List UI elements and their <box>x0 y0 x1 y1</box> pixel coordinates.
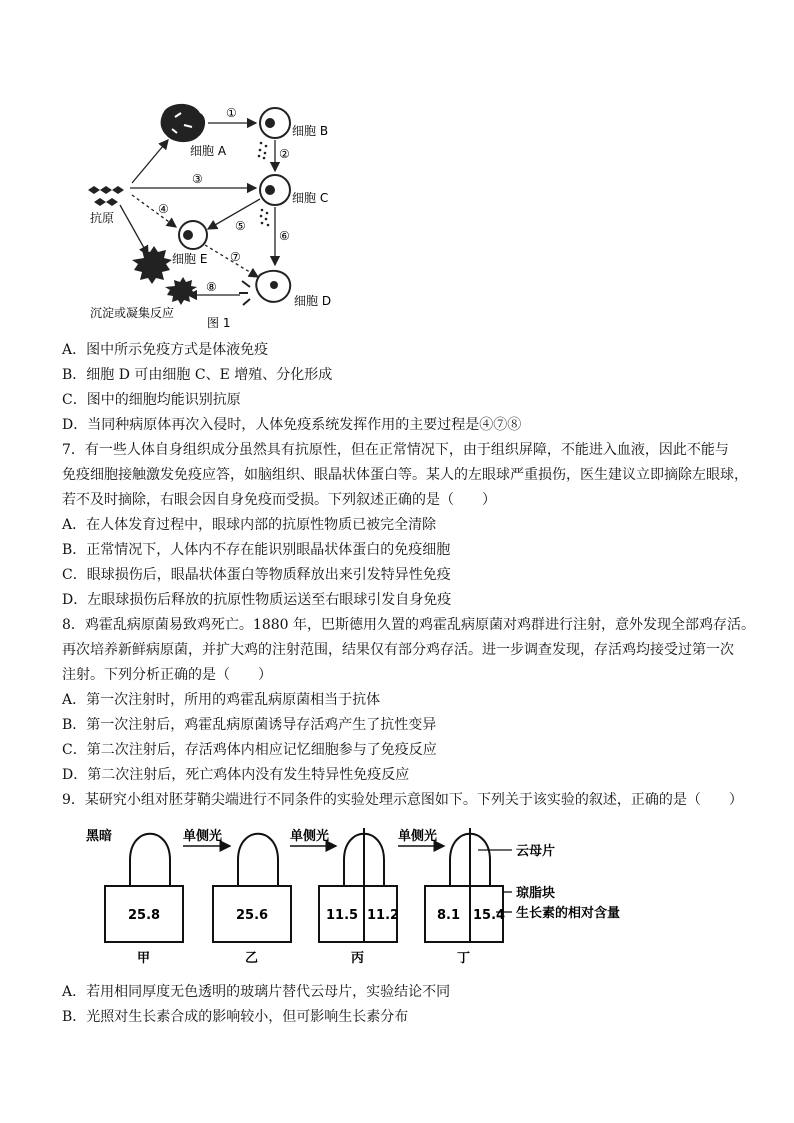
step-5: ⑤ <box>235 219 246 233</box>
q7-option-a: A．在人体发育过程中，眼球内部的抗原性物质已被完全清除 <box>62 517 437 533</box>
condition-light-2: 单侧光 <box>290 829 330 844</box>
q8-option-c: C．第二次注射后，存活鸡体内相应记忆细胞参与了免疫反应 <box>62 742 437 758</box>
coleoptile-diagram <box>80 820 680 970</box>
q8-option-b: B．第一次注射后，鸡霍乱病原菌诱导存活鸡产生了抗性变异 <box>62 717 437 733</box>
group-jia: 甲 <box>137 951 151 966</box>
value-ding-right: 15.4 <box>473 908 506 923</box>
step-1: ① <box>226 106 237 120</box>
q7-option-c: C．眼球损伤后，眼晶状体蛋白等物质释放出来引发特异性免疫 <box>62 567 451 583</box>
group-bing: 丙 <box>351 951 365 966</box>
step-3: ③ <box>192 172 203 186</box>
q7-stem-2: 免疫细胞接触激发免疫应答，如脑组织、眼晶状体蛋白等。某人的左眼球严重损伤，医生建议立即摘除左眼球， <box>62 467 748 483</box>
q8-stem-3: 注射。下列分析正确的是（ ） <box>62 667 272 683</box>
legend-auxin: 生长素的相对含量 <box>516 906 621 921</box>
immune-diagram <box>80 95 360 335</box>
cell-a-icon <box>161 104 205 142</box>
antibody-dots-b <box>258 142 268 160</box>
q9-option-b: B．光照对生长素合成的影响较小，但可影响生长素分布 <box>62 1009 409 1025</box>
label-reaction: 沉淀或凝集反应 <box>90 306 175 320</box>
q7-stem-1: 7．有一些人体自身组织成分虽然具有抗原性，但在正常情况下，由于组织屏障，不能进入血液，因此不能与 <box>62 442 729 458</box>
cell-d-icon <box>239 271 290 305</box>
step-4: ④ <box>158 202 169 216</box>
cell-c-icon <box>260 175 290 205</box>
q6-option-b: B．细胞 D 可由细胞 C、E 增殖、分化形成 <box>62 367 333 383</box>
cell-e-icon <box>179 221 207 249</box>
condition-dark: 黑暗 <box>86 829 113 844</box>
group-yi: 乙 <box>245 951 259 966</box>
q6-option-c: C．图中的细胞均能识别抗原 <box>62 392 241 408</box>
value-bing-left: 11.5 <box>326 908 359 923</box>
label-cell-c: 细胞 C <box>292 191 329 205</box>
q8-option-d: D．第二次注射后，死亡鸡体内没有发生特异性免疫反应 <box>62 767 410 783</box>
value-yi: 25.6 <box>236 908 269 923</box>
legend-agar: 琼脂块 <box>516 886 556 901</box>
value-bing-right: 11.2 <box>367 908 400 923</box>
q7-option-d: D．左眼球损伤后释放的抗原性物质运送至右眼球引发自身免疫 <box>62 592 452 608</box>
legend-mica: 云母片 <box>516 844 556 859</box>
label-antigen: 抗原 <box>90 211 115 225</box>
condition-light-3: 单侧光 <box>398 829 438 844</box>
step-8: ⑧ <box>206 280 217 294</box>
step-2: ② <box>279 147 290 161</box>
group-ding: 丁 <box>457 951 471 966</box>
value-ding-left: 8.1 <box>437 908 461 923</box>
q7-option-b: B．正常情况下，人体内不存在能识别眼晶状体蛋白的免疫细胞 <box>62 542 451 558</box>
q6-option-a: A．图中所示免疫方式是体液免疫 <box>62 342 269 358</box>
q8-stem-2: 再次培养新鲜病原菌，并扩大鸡的注射范围，结果仅有部分鸡存活。进一步调查发现，存活鸡均接受过第一次 <box>62 642 734 658</box>
q8-stem-1: 8．鸡霍乱病原菌易致鸡死亡。1880 年，巴斯德用久置的鸡霍乱病原菌对鸡群进行注射，意外发现全部鸡存活。 <box>62 617 755 633</box>
step-7: ⑦ <box>230 250 241 264</box>
q7-stem-3: 若不及时摘除，右眼会因自身免疫而受损。下列叙述正确的是（ ） <box>62 492 496 508</box>
label-cell-a: 细胞 A <box>190 144 227 158</box>
label-cell-e: 细胞 E <box>172 252 208 266</box>
antibody-dots-c <box>260 209 270 227</box>
label-cell-d: 细胞 D <box>294 294 332 308</box>
antigen-icon <box>88 186 124 206</box>
value-jia: 25.8 <box>128 908 161 923</box>
step-6: ⑥ <box>279 229 290 243</box>
condition-light-1: 单侧光 <box>183 829 223 844</box>
q6-option-d: D．当同种病原体再次入侵时，人体免疫系统发挥作用的主要过程是④⑦⑧ <box>62 417 522 433</box>
cell-b-icon <box>260 108 290 138</box>
label-cell-b: 细胞 B <box>292 124 329 138</box>
q8-option-a: A．第一次注射时，所用的鸡霍乱病原菌相当于抗体 <box>62 692 381 708</box>
q9-stem: 9．某研究小组对胚芽鞘尖端进行不同条件的实验处理示意图如下。下列关于该实验的叙述，正确的是（ ） <box>62 792 743 808</box>
figure-caption: 图 1 <box>207 316 231 330</box>
q9-option-a: A．若用相同厚度无色透明的玻璃片替代云母片，实验结论不同 <box>62 984 451 1000</box>
